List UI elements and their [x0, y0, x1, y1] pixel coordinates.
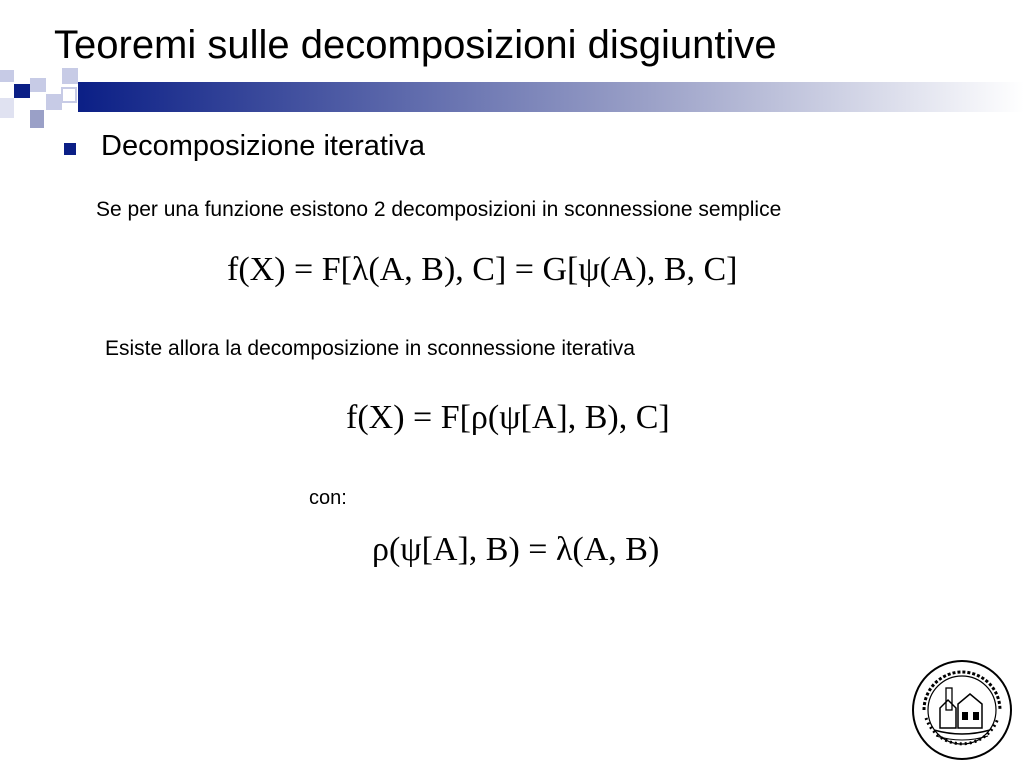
- formula-simple-decompositions: f(X) = F[λ(A, B), C] = G[ψ(A), B, C]: [227, 251, 738, 288]
- square-bullet-icon: [64, 143, 76, 155]
- university-seal-logo: [910, 658, 1014, 762]
- formula-rho-definition: ρ(ψ[A], B) = λ(A, B): [372, 531, 660, 568]
- body-text-intro: Se per una funzione esistono 2 decomposizioni in sconnessione semplice: [96, 198, 782, 221]
- formula-iterative-decomposition: f(X) = F[ρ(ψ[A], B), C]: [346, 399, 670, 436]
- body-text-iterative: Esiste allora la decomposizione in sconnessione iterativa: [105, 337, 635, 360]
- body-text-con: con:: [309, 487, 347, 509]
- title-decoration-bar: [0, 64, 1024, 134]
- bullet-text: Decomposizione iterativa: [101, 130, 425, 162]
- slide-title: Teoremi sulle decomposizioni disgiuntive: [54, 23, 777, 67]
